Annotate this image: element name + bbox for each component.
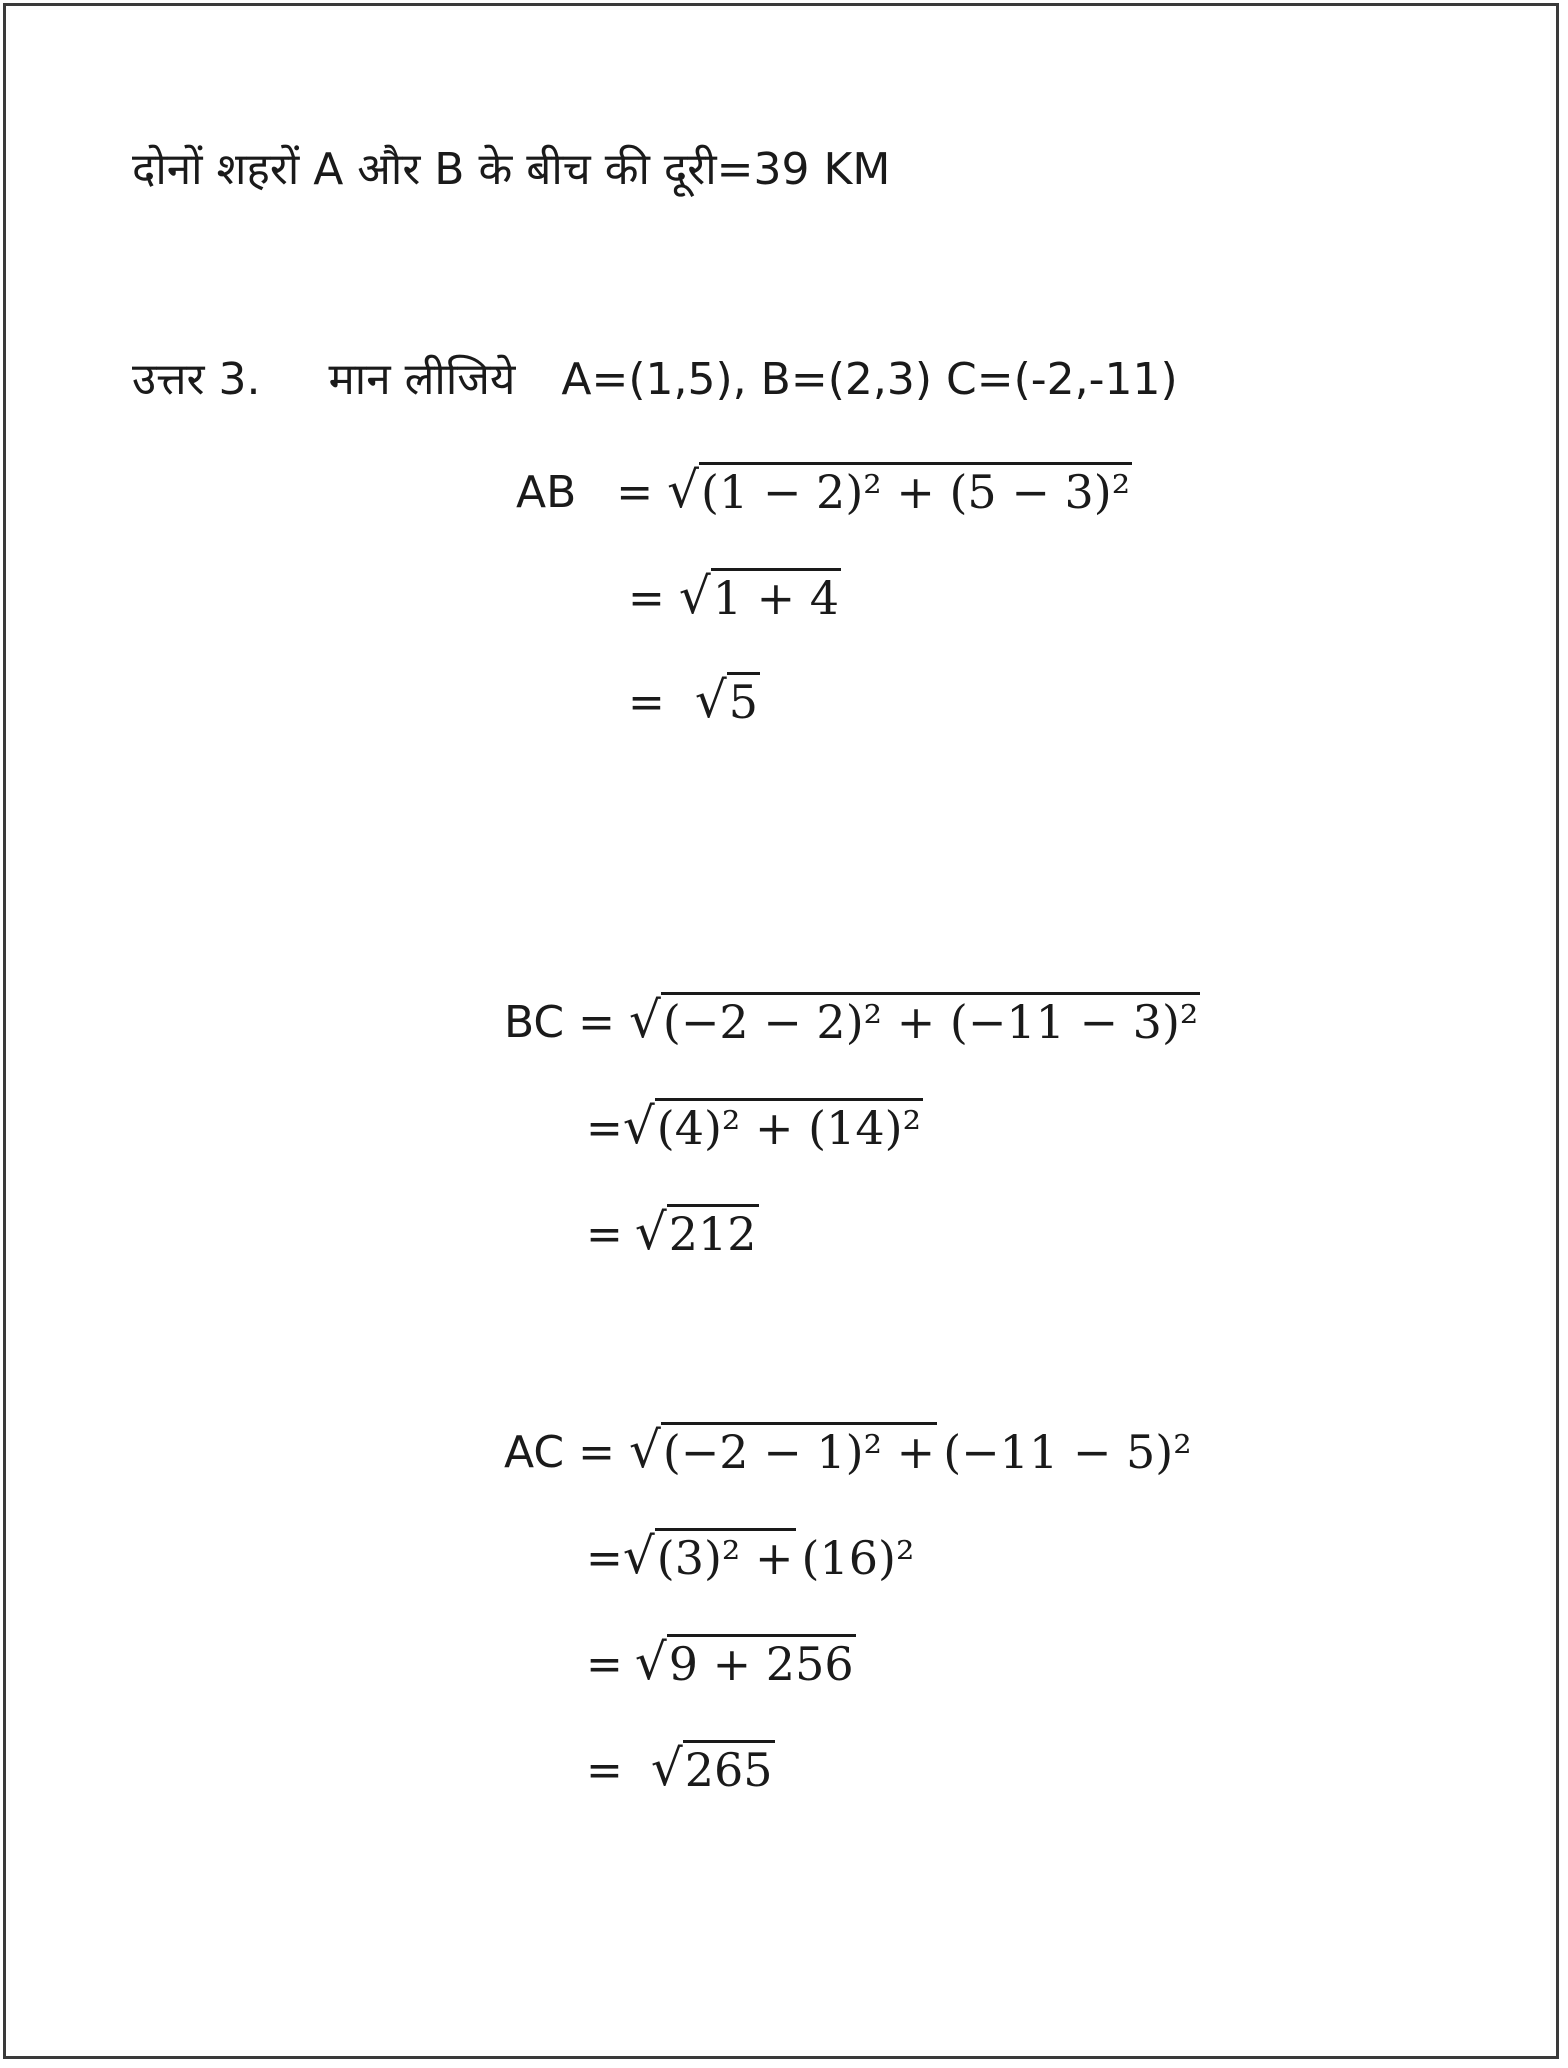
radicand: (−2 − 2)² + (−11 − 3)² bbox=[661, 992, 1200, 1045]
distance-line: दोनों शहरों A और B के बीच की दूरी=39 KM bbox=[132, 144, 891, 195]
ac-lhs: AC bbox=[504, 1427, 565, 1478]
ac-step-3 bbox=[586, 1633, 856, 1691]
square-root bbox=[667, 461, 1132, 519]
square-root bbox=[629, 991, 1200, 1049]
radicand: 5 bbox=[727, 672, 760, 725]
ac-step-2 bbox=[586, 1527, 915, 1585]
radicand: (4)² + (14)² bbox=[655, 1098, 923, 1151]
radical-sign: √ bbox=[634, 1203, 667, 1261]
answer-label: उत्तर 3. bbox=[132, 354, 261, 405]
equals-sign: = bbox=[586, 1745, 623, 1796]
assume-text: मान लीजिये bbox=[328, 354, 516, 405]
radical-sign: √ bbox=[678, 567, 711, 625]
radical-sign: √ bbox=[634, 1633, 667, 1691]
radical-sign: √ bbox=[622, 1097, 655, 1155]
radicand: 9 + 256 bbox=[667, 1634, 856, 1687]
equals-sign: = bbox=[578, 997, 616, 1048]
equals-sign: = bbox=[628, 573, 665, 624]
radicand: (1 − 2)² + (5 − 3)² bbox=[699, 462, 1132, 515]
outside-term: (−11 − 5)² bbox=[943, 1425, 1192, 1479]
points-text: A=(1,5), B=(2,3) C=(-2,-11) bbox=[561, 354, 1178, 405]
answer-heading bbox=[132, 354, 1178, 405]
bc-lhs: BC bbox=[504, 997, 565, 1048]
square-root bbox=[694, 671, 760, 729]
square-root bbox=[622, 1527, 796, 1585]
radical-sign: √ bbox=[629, 991, 661, 1049]
ab-step-2 bbox=[614, 567, 841, 625]
square-root bbox=[678, 567, 841, 625]
radicand: 1 + 4 bbox=[711, 568, 841, 621]
radical-sign: √ bbox=[694, 671, 727, 729]
square-root bbox=[622, 1097, 923, 1155]
square-root bbox=[628, 1421, 937, 1479]
radicand: 212 bbox=[667, 1204, 759, 1257]
square-root bbox=[634, 1203, 759, 1261]
ac-step-4 bbox=[586, 1739, 775, 1797]
ab-lhs: AB bbox=[516, 467, 577, 518]
radical-sign: √ bbox=[628, 1421, 661, 1479]
ab-step-3 bbox=[614, 671, 760, 729]
radicand: 265 bbox=[683, 1740, 775, 1793]
bc-step-1 bbox=[504, 991, 1200, 1049]
square-root bbox=[634, 1633, 856, 1691]
square-root bbox=[650, 1739, 775, 1797]
radical-sign: √ bbox=[667, 461, 700, 519]
bc-step-3 bbox=[586, 1203, 759, 1261]
radicand: (−2 − 1)² + bbox=[661, 1422, 937, 1475]
equals-sign: = bbox=[586, 1639, 623, 1690]
equals-sign: = bbox=[586, 1209, 623, 1260]
ac-step-1 bbox=[504, 1421, 1192, 1479]
outside-term: (16)² bbox=[801, 1531, 915, 1585]
equals-sign: = bbox=[628, 677, 665, 728]
equals-sign: = bbox=[616, 467, 654, 518]
equals-sign: = bbox=[586, 1533, 623, 1584]
equals-sign: = bbox=[586, 1103, 623, 1154]
equals-sign: = bbox=[578, 1427, 615, 1478]
ab-step-1 bbox=[516, 461, 1132, 519]
radical-sign: √ bbox=[622, 1527, 655, 1585]
bc-step-2 bbox=[586, 1097, 923, 1155]
radical-sign: √ bbox=[650, 1739, 683, 1797]
radicand: (3)² + bbox=[655, 1528, 796, 1581]
